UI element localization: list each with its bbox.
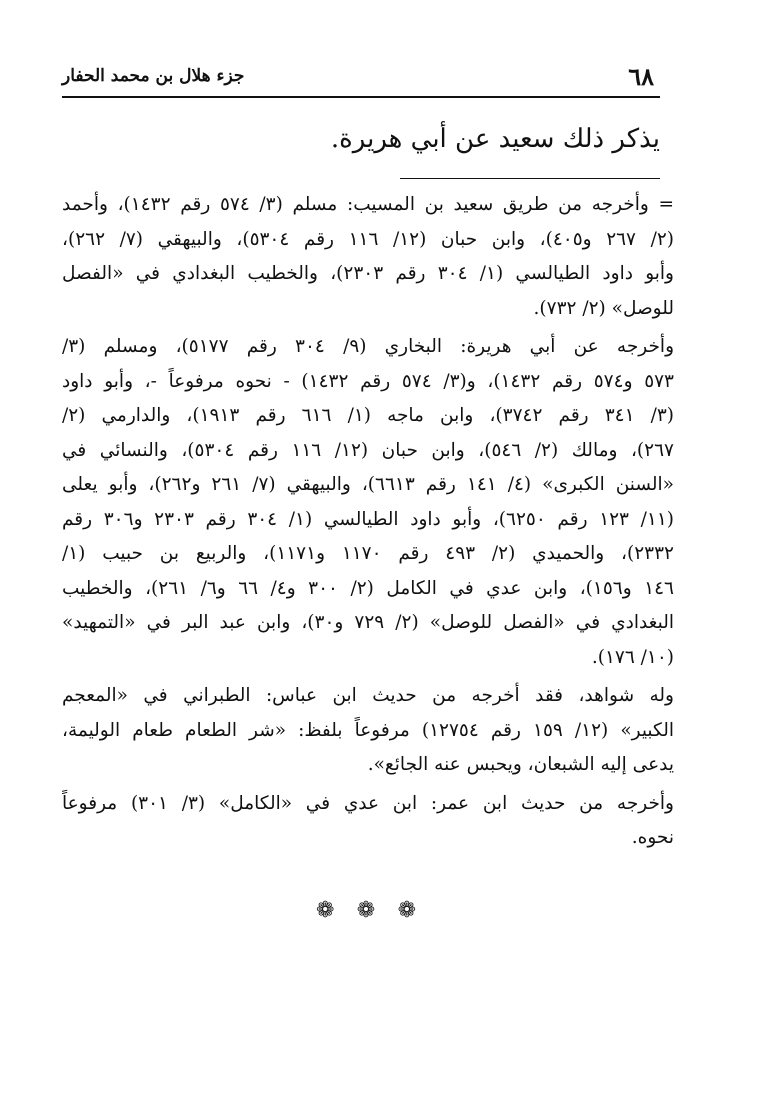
footnote-line: وأبو داود الطيالسي (١/ ٣٠٤ رقم ٢٣٠٣)، والخطيب البغدادي في «الفصل (62, 263, 674, 284)
footnote-line: (٣/ ٣٤١ رقم ٣٧٤٢)، وابن ماجه (١/ ٦١٦ رقم ١٩١٣)، والدارمي (٢/ (62, 405, 675, 426)
footnote-paragraph (62, 188, 674, 326)
footnote-line: وأخرجه من حديث ابن عمر: ابن عدي في «الكامل» (٣/ ٣٠١) مرفوعاً (62, 792, 674, 814)
section-end-ornaments (316, 898, 416, 923)
page-number: ٦٨ (628, 62, 654, 91)
footnote-line: نحوه. (631, 827, 674, 848)
footnote-paragraph (62, 330, 674, 675)
footnote-line: ٢٣٣٢)، والحميدي (٢/ ٤٩٣ رقم ١١٧٠ و١١٧١)، والربيع بن حبيب (١/ (62, 543, 674, 564)
footnote-paragraph (62, 787, 674, 856)
footnotes (62, 188, 674, 860)
footnote-line: البغدادي في «الفصل للوصل» (٢/ ٧٢٩ و٣٠)، وابن عبد البر في «التمهيد» (62, 612, 674, 633)
footnote-line: (١١/ ١٢٣ رقم ٦٢٥٠)، وأبو داود الطيالسي (١/ ٣٠٤ رقم ٢٣٠٣ و٣٠٦ رقم (62, 508, 674, 530)
flower-ornament-icon: ❁ (316, 898, 335, 923)
footnote-line: = وأخرجه من طريق سعيد بن المسيب: مسلم (٣/ ٥٧٤ رقم ١٤٣٢)، وأحمد (62, 194, 674, 215)
footnote-divider (400, 178, 660, 179)
book-title: جزء هلال بن محمد الحفار (62, 66, 245, 86)
flower-ornament-icon: ❁ (356, 898, 376, 923)
footnote-line: «السنن الكبرى» (٤/ ١٤١ رقم ٦٦١٣)، والبيهقي (٧/ ٢٦١ و٢٦٢)، وأبو يعلى (62, 474, 674, 495)
footnote-line: يدعى إليه الشبعان، ويحبس عنه الجائع». (367, 754, 674, 775)
footnote-line: ١٤٦ و١٥٦)، وابن عدي في الكامل (٢/ ٣٠٠ و٤/ ٦٦ و٦/ ٢٦١)، والخطيب (62, 577, 674, 599)
footnote-paragraph (62, 679, 674, 783)
footnote-line: ٢٦٧)، ومالك (٢/ ٥٤٦)، وابن حبان (١٢/ ١١٦ رقم ٥٣٠٤)، والنسائي في (62, 439, 674, 461)
footnote-line: (٢/ ٢٦٧ و٤٠٥)، وابن حبان (١٢/ ١١٦ رقم ٥٣٠٤)، والبيهقي (٧/ ٢٦٢)، (62, 228, 674, 250)
footnote-line: وله شواهد، فقد أخرجه من حديث ابن عباس: الطبراني في «المعجم (62, 685, 674, 706)
footnote-line: (١٠/ ١٧٦). (591, 646, 674, 668)
footnote-line: الكبير» (١٢/ ١٥٩ رقم ١٢٧٥٤) مرفوعاً بلفظ: «شر الطعام طعام الوليمة، (62, 719, 674, 741)
footnote-line: ٥٧٣ و٥٧٤ رقم ١٤٣٢)، و(٣/ ٥٧٤ رقم ١٤٣٢) - نحوه مرفوعاً -، وأبو داود (62, 370, 674, 392)
footnote-line: وأخرجه عن أبي هريرة: البخاري (٩/ ٣٠٤ رقم ٥١٧٧)، ومسلم (٣/ (62, 336, 675, 357)
main-text-line: يذكر ذلك سعيد عن أبي هريرة. (330, 124, 660, 154)
page-header (62, 58, 660, 98)
footnote-line: للوصل» (٢/ ٧٣٢). (533, 297, 674, 319)
flower-ornament-icon: ❁ (397, 898, 416, 923)
